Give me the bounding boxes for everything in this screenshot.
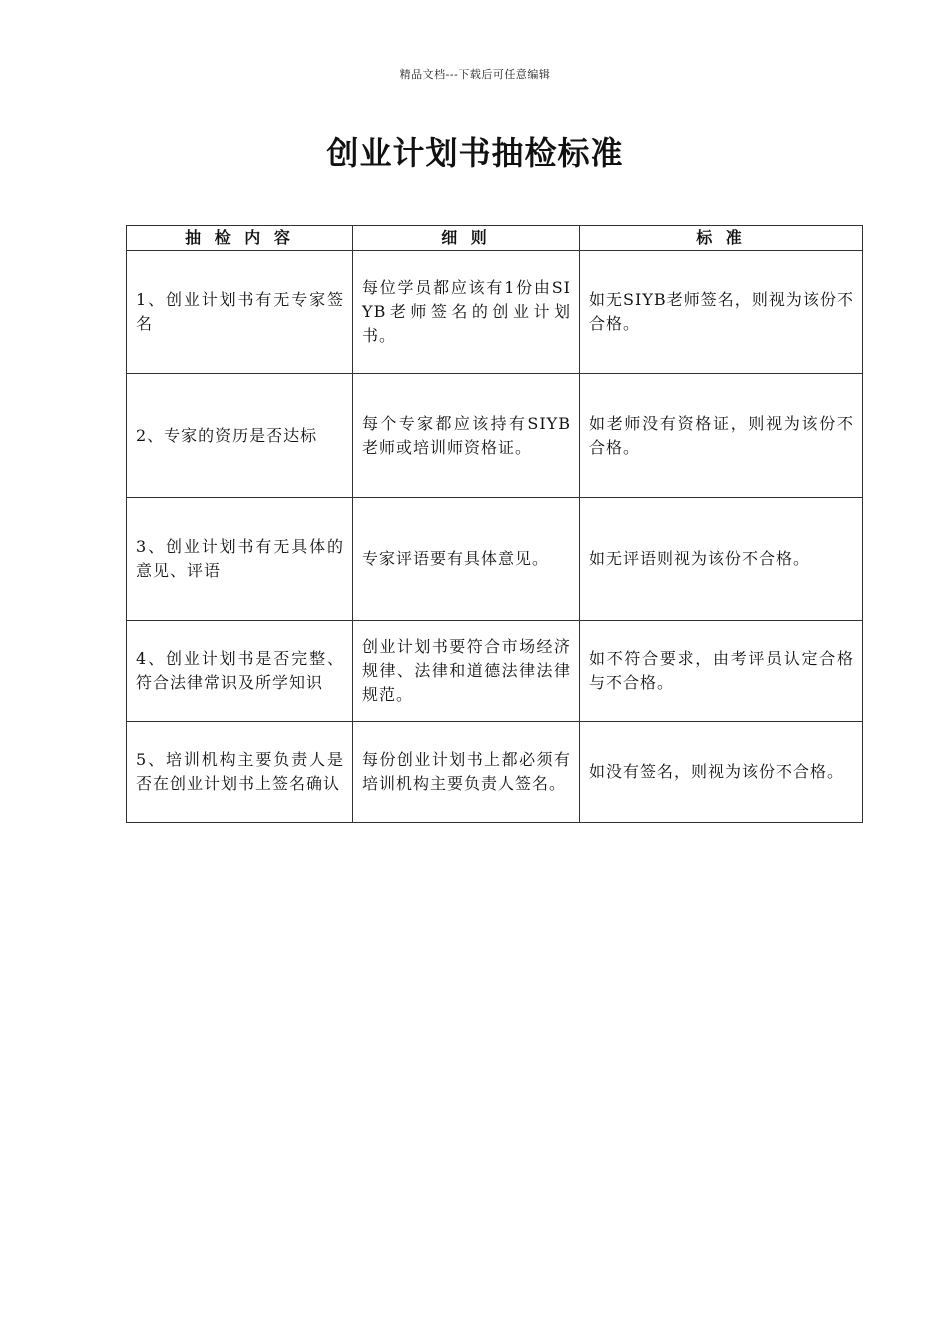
cell-content: 4、创业计划书是否完整、符合法律常识及所学知识 xyxy=(127,621,353,722)
header-standard: 标 准 xyxy=(580,226,863,251)
cell-content: 5、培训机构主要负责人是否在创业计划书上签名确认 xyxy=(127,722,353,823)
table-row xyxy=(127,621,863,722)
cell-content: 2、专家的资历是否达标 xyxy=(127,374,353,498)
document-title: 创业计划书抽检标准 xyxy=(326,134,624,172)
cell-detail: 每位学员都应该有1份由SIYB老师签名的创业计划书。 xyxy=(353,251,580,374)
header-detail: 细 则 xyxy=(353,226,580,251)
table-row xyxy=(127,374,863,498)
table-row xyxy=(127,722,863,823)
inspection-standards-table xyxy=(126,225,863,823)
table-header-row xyxy=(127,226,863,251)
cell-standard: 如无评语则视为该份不合格。 xyxy=(580,498,863,621)
cell-detail: 专家评语要有具体意见。 xyxy=(353,498,580,621)
cell-content: 1、创业计划书有无专家签名 xyxy=(127,251,353,374)
cell-detail: 创业计划书要符合市场经济规律、法律和道德法律法律规范。 xyxy=(353,621,580,722)
cell-standard: 如老师没有资格证，则视为该份不合格。 xyxy=(580,374,863,498)
header-content: 抽 检 内 容 xyxy=(127,226,353,251)
cell-detail: 每个专家都应该持有SIYB老师或培训师资格证。 xyxy=(353,374,580,498)
table-row xyxy=(127,251,863,374)
table-row xyxy=(127,498,863,621)
cell-standard: 如没有签名，则视为该份不合格。 xyxy=(580,722,863,823)
cell-content: 3、创业计划书有无具体的意见、评语 xyxy=(127,498,353,621)
cell-standard: 如无SIYB老师签名，则视为该份不合格。 xyxy=(580,251,863,374)
header-note: 精品文档---下载后可任意编辑 xyxy=(399,68,551,81)
cell-detail: 每份创业计划书上都必须有培训机构主要负责人签名。 xyxy=(353,722,580,823)
cell-standard: 如不符合要求，由考评员认定合格与不合格。 xyxy=(580,621,863,722)
